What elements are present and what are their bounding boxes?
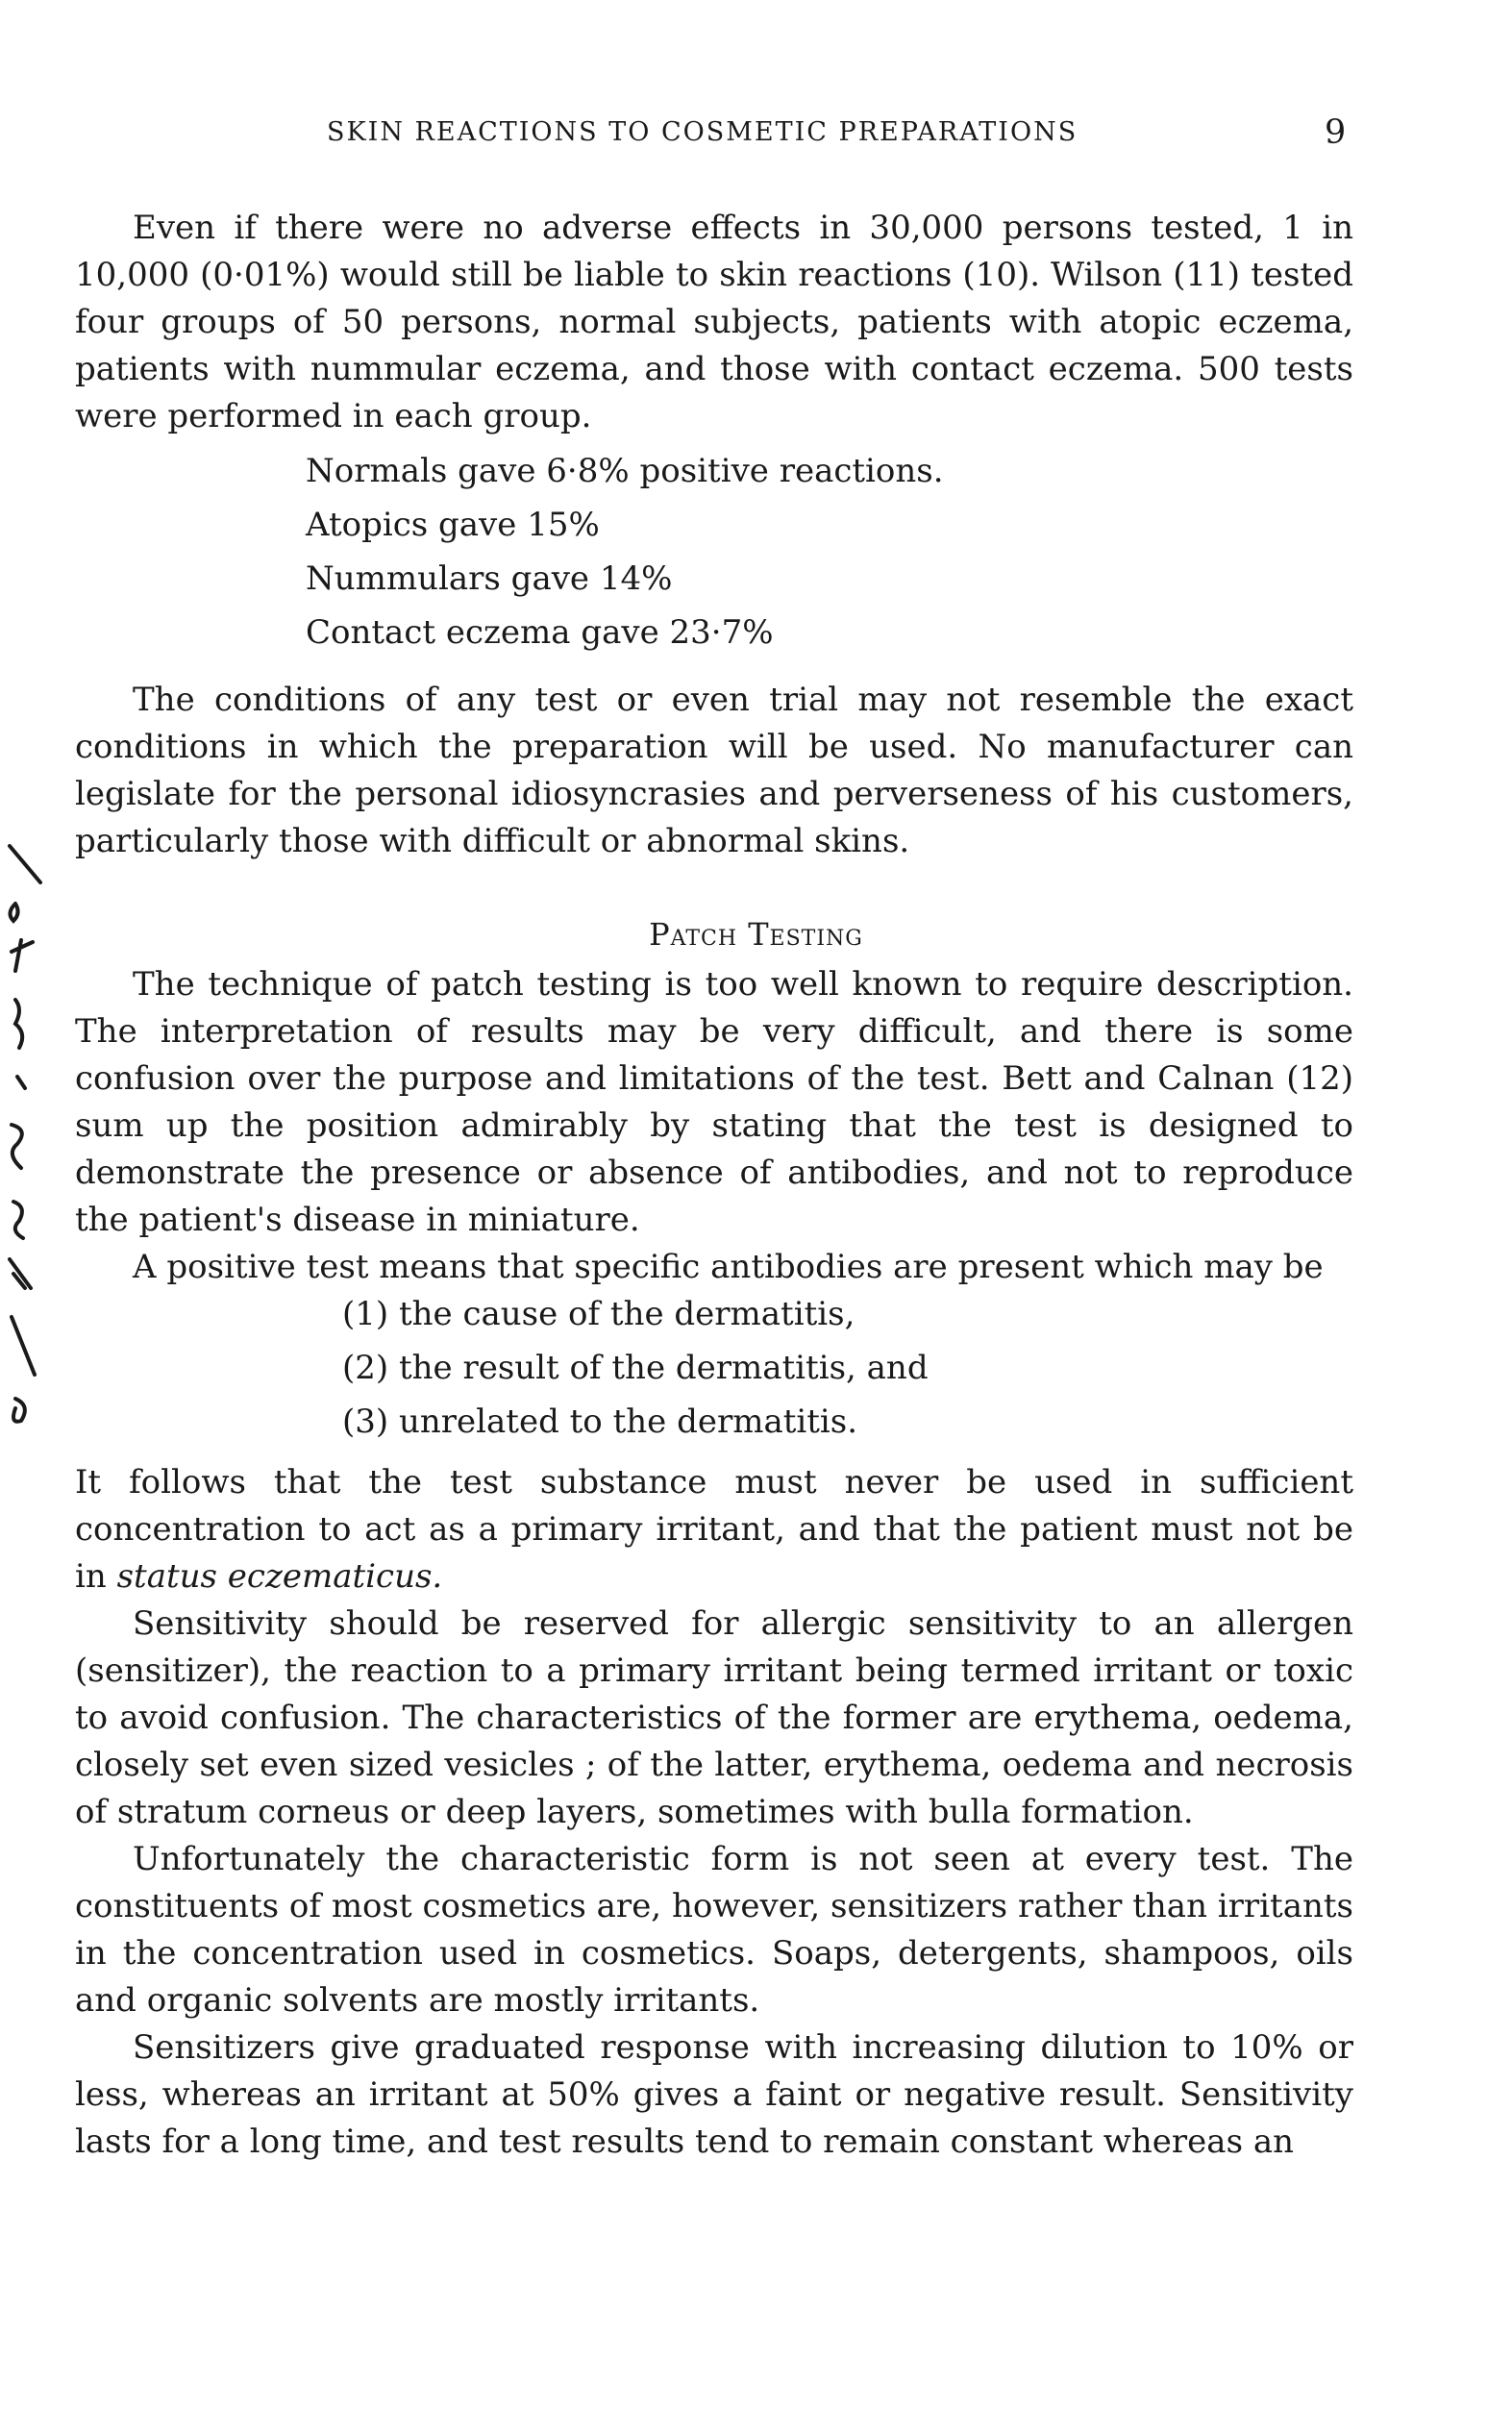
page-number: 9 xyxy=(1325,113,1347,152)
intro-section xyxy=(75,205,1353,663)
technique-paragraph: The technique of patch testing is too well known to require description. The interpretation of results may be very difficult, and there is some confusion over the purpose and limitations of the test. Bett and Calnan (12) sum up the position admirably by stating that the test is designed to demonstrate the presence or absence of antibodies, and not to reproduce the patient's disease in miniature. xyxy=(75,965,1353,1239)
result-atopics: Atopics gave 15% xyxy=(306,506,600,544)
cause-item-2: (2) the result of the dermatitis, and xyxy=(342,1349,929,1387)
cause-item-3: (3) unrelated to the dermatitis. xyxy=(342,1403,858,1441)
result-nummulars: Nummulars gave 14% xyxy=(306,559,673,598)
results-list xyxy=(306,448,1353,657)
conditions-section xyxy=(75,677,1353,865)
continuation-section xyxy=(75,1459,1353,2166)
result-normals: Normals gave 6·8% positive reactions. xyxy=(306,452,944,490)
positive-test-paragraph: A positive test means that specific antibodies are present which may be xyxy=(133,1248,1324,1286)
result-contact-eczema: Contact eczema gave 23·7% xyxy=(306,613,774,652)
causes-list xyxy=(342,1291,1353,1446)
status-eczematicus: status eczematicus. xyxy=(116,1557,443,1596)
running-title: SKIN REACTIONS TO COSMETIC PREPARATIONS xyxy=(327,117,1078,147)
unfortunately-paragraph: Unfortunately the characteristic form is not seen at every test. The constituents of most cosmetics are, however, sensitizers rather than irritants in the concentration used in cosmetics. Soaps, detergents, shampoos, oils and organic solvents are mostly irritants. xyxy=(75,1840,1353,2020)
patch-testing-section xyxy=(75,961,1353,1452)
section-heading: Patch Testing xyxy=(649,916,863,953)
cause-item-1: (1) the cause of the dermatitis, xyxy=(342,1295,855,1333)
follows-paragraph xyxy=(75,1459,1353,1601)
sensitizers-paragraph: Sensitizers give graduated response with increasing dilution to 10% or less, whereas an irritant at 50% gives a faint or negative result. Sensitivity lasts for a long time, and test results tend to remain constant whereas an xyxy=(75,2028,1353,2161)
handwritten-annotation-icon xyxy=(2,836,69,1432)
follows-text: It follows that the test substance must never be used in sufficient concentration to act as a primary irritant, and that the patient must not be in xyxy=(75,1463,1353,1596)
sensitivity-paragraph: Sensitivity should be reserved for allergic sensitivity to an allergen (sensitizer), the reaction to a primary irritant being termed irritant or toxic to avoid confusion. The characteristics of the former are erythema, oedema, closely set even sized vesicles ; of the latter, erythema, oedema and necrosis of stratum corneus or deep layers, sometimes with bulla formation. xyxy=(75,1604,1353,1831)
intro-paragraph: Even if there were no adverse effects in 30,000 persons tested, 1 in 10,000 (0·01%) would still be liable to skin reactions (10). Wilson (11) tested four groups of 50 persons, normal subjects, patients with atopic eczema, patients with nummular eczema, and those with contact eczema. 500 tests were performed in each group. xyxy=(75,209,1353,435)
conditions-paragraph: The conditions of any test or even trial may not resemble the exact conditions in which the preparation will be used. No manufacturer can legislate for the personal idiosyncrasies and perverseness of his customers, particularly those with difficult or abnormal skins. xyxy=(75,681,1353,860)
